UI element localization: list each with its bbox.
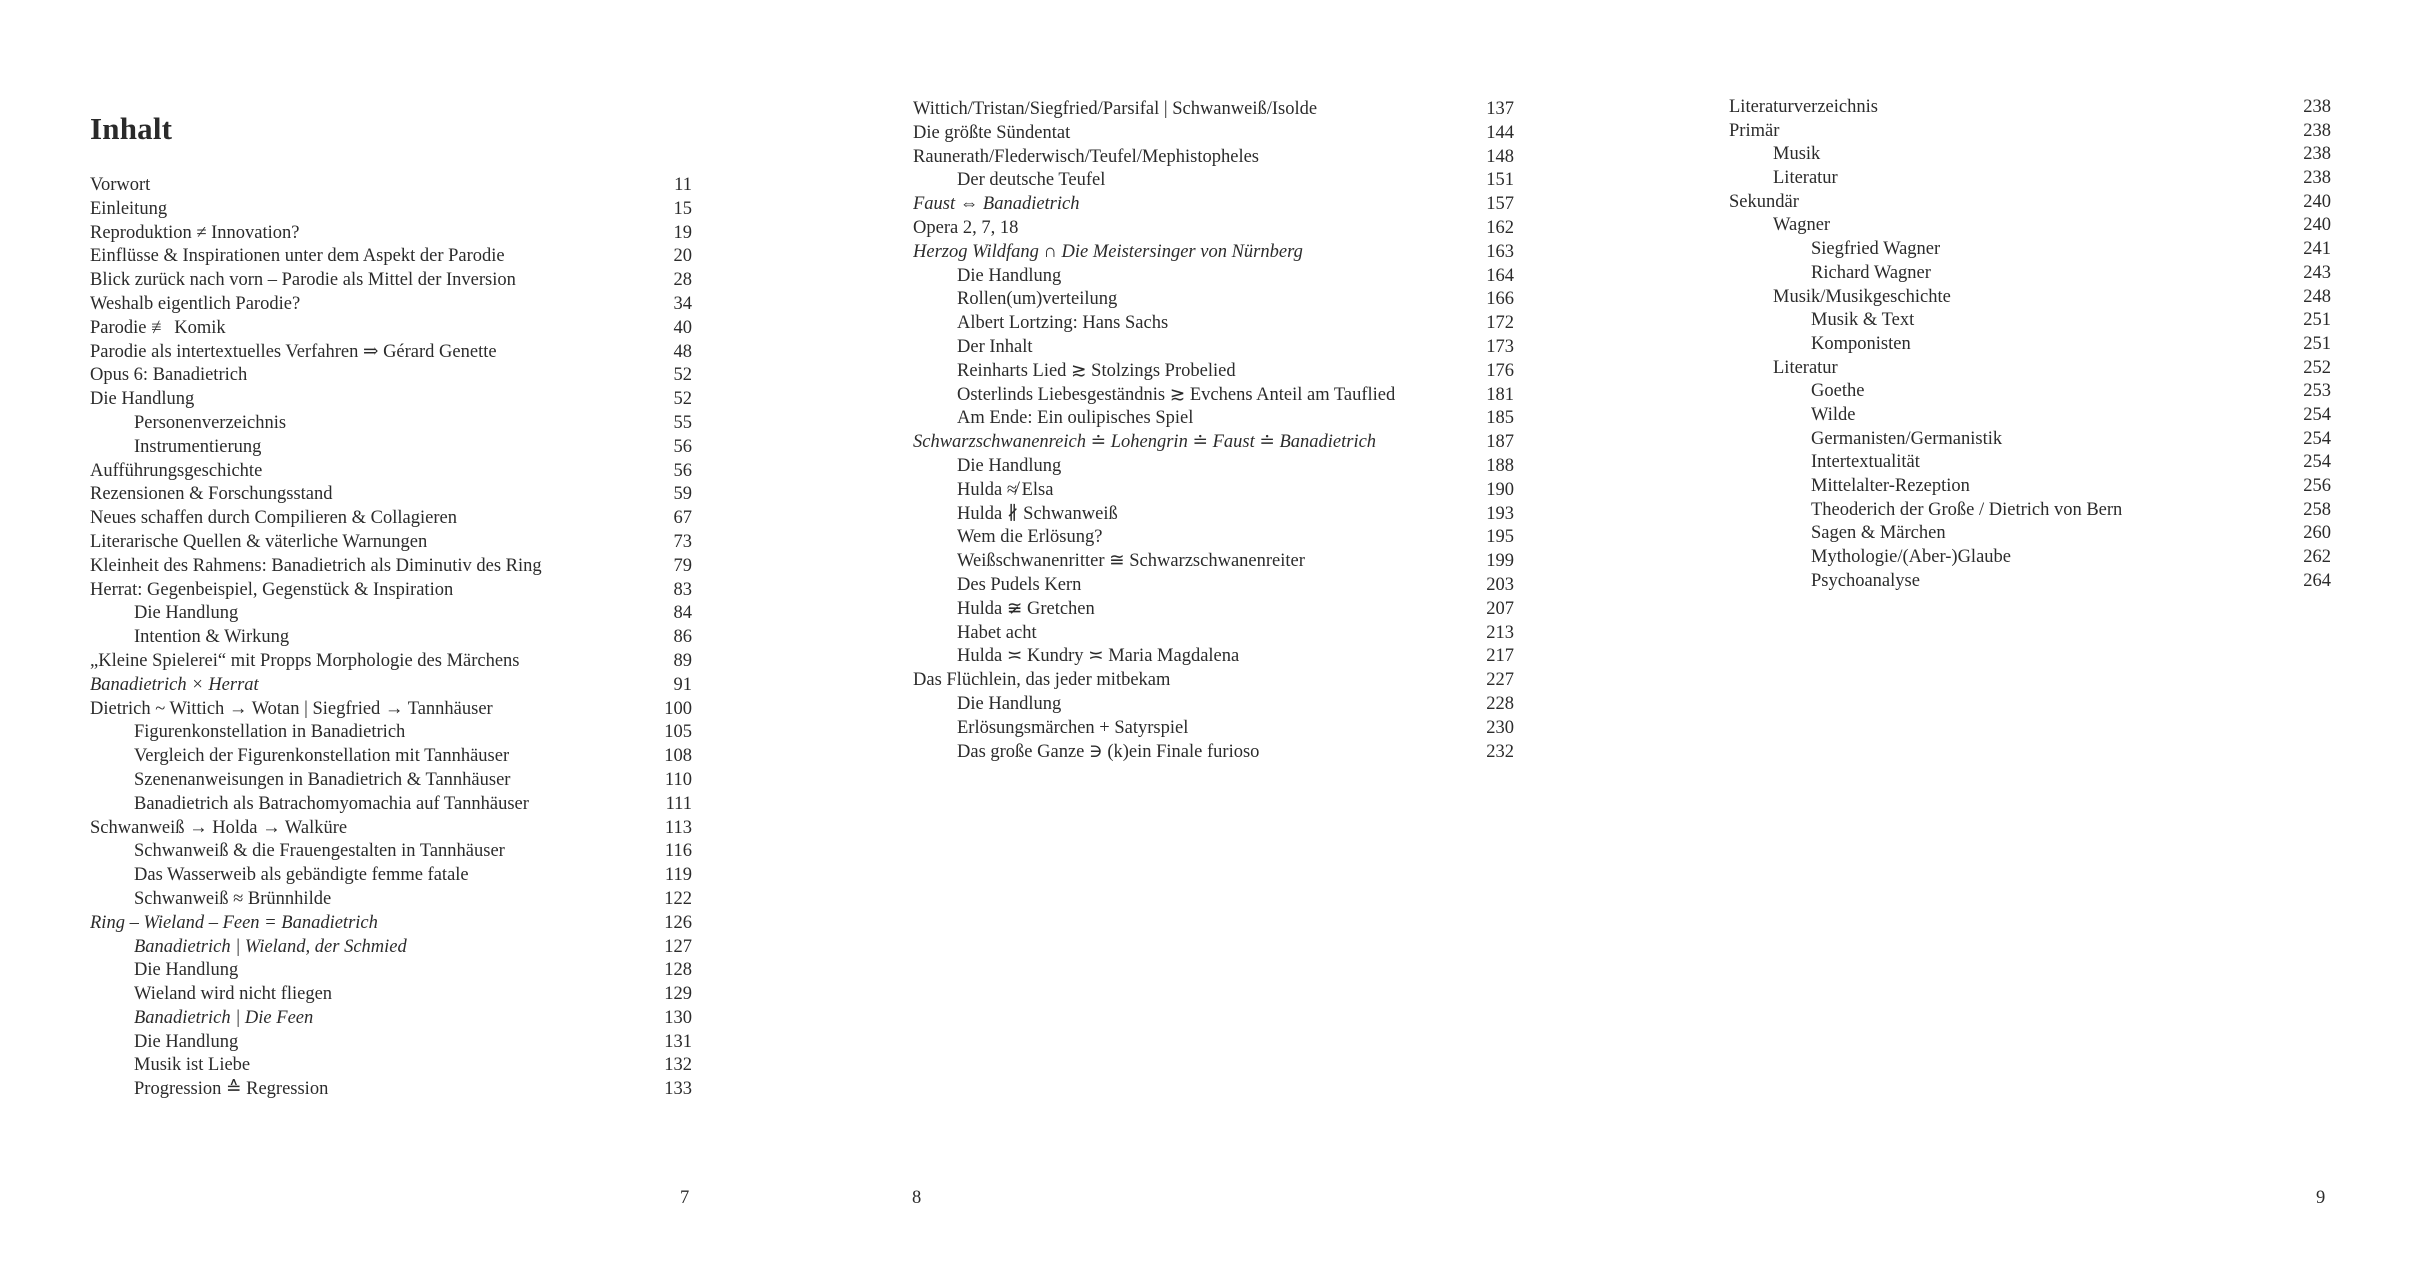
toc-entry-title: Reinharts Lied ≳ Stolzings Probelied <box>957 360 1236 381</box>
toc-entry-title: Personenverzeichnis <box>134 412 287 433</box>
toc-entry-title: Banadietrich als Batrachomyomachia auf Tannhäuser <box>134 793 529 814</box>
toc-entry-title: Albert Lortzing: Hans Sachs <box>957 313 1169 334</box>
toc-entry <box>90 769 692 793</box>
toc-entry-page: 52 <box>673 365 692 386</box>
toc-entry-title: Die Handlung <box>134 1031 239 1052</box>
toc-entry <box>913 169 1514 193</box>
toc-entry-page: 19 <box>673 222 692 243</box>
toc-entry <box>1729 499 2331 523</box>
toc-entry-page: 56 <box>673 436 692 457</box>
toc-entry <box>90 174 692 198</box>
toc-entry <box>913 479 1514 503</box>
toc-entry-page: 105 <box>664 722 692 743</box>
toc-entry-title: Hulda ≉ Elsa <box>957 479 1054 500</box>
toc-entry <box>913 217 1514 241</box>
toc-entry-title: Primär <box>1729 120 1780 141</box>
toc-entry <box>913 693 1514 717</box>
toc-entry <box>913 122 1514 146</box>
toc-entry <box>90 912 692 936</box>
toc-entry <box>90 698 692 722</box>
toc-entry <box>1729 475 2331 499</box>
toc-entry-title: Literarische Quellen & väterliche Warnungen <box>90 531 428 552</box>
toc-entry <box>90 626 692 650</box>
toc-column-3 <box>1729 96 2331 593</box>
toc-entry <box>90 983 692 1007</box>
page-title: Inhalt <box>90 110 173 146</box>
toc-entry-page: 238 <box>2303 120 2331 141</box>
toc-entry-title: Literatur <box>1773 357 1838 378</box>
toc-entry-title: Opera 2, 7, 18 <box>913 217 1019 238</box>
toc-entry-page: 227 <box>1486 670 1514 691</box>
toc-entry <box>90 936 692 960</box>
toc-entry-title: Weshalb eigentlich Parodie? <box>90 293 301 314</box>
toc-entry-page: 190 <box>1486 479 1514 500</box>
toc-entry-page: 91 <box>673 674 692 695</box>
toc-entry-title: Des Pudels Kern <box>957 574 1082 595</box>
toc-entry <box>913 622 1514 646</box>
toc-entry-page: 122 <box>664 888 692 909</box>
toc-entry-page: 166 <box>1486 289 1514 310</box>
toc-entry <box>90 650 692 674</box>
toc-entry-title: Musik <box>1773 144 1821 165</box>
toc-entry-title: Rezensionen & Forschungsstand <box>90 484 333 505</box>
toc-entry-page: 89 <box>673 650 692 671</box>
toc-entry-page: 55 <box>673 412 692 433</box>
toc-entry-page: 213 <box>1486 622 1514 643</box>
toc-entry-page: 129 <box>664 984 692 1005</box>
toc-entry <box>1729 120 2331 144</box>
toc-entry-title: Richard Wagner <box>1811 262 1931 283</box>
toc-entry-title: Herzog Wildfang ∩ Die Meistersinger von Nürnberg <box>913 241 1303 262</box>
toc-entry <box>913 312 1514 336</box>
toc-entry <box>913 360 1514 384</box>
toc-entry <box>90 1054 692 1078</box>
toc-entry-title: Neues schaffen durch Compilieren & Collagieren <box>90 508 457 529</box>
toc-entry <box>90 959 692 983</box>
toc-entry-page: 137 <box>1486 99 1514 119</box>
toc-entry-page: 188 <box>1486 455 1514 476</box>
toc-entry-title: Die größte Sündentat <box>913 122 1071 143</box>
toc-entry-title: Psychoanalyse <box>1811 570 1920 591</box>
toc-entry-title: Intention & Wirkung <box>134 627 290 648</box>
toc-entry <box>913 574 1514 598</box>
toc-entry <box>913 98 1514 122</box>
toc-column-2 <box>913 98 1514 764</box>
toc-entry <box>1729 570 2331 594</box>
toc-entry <box>90 198 692 222</box>
toc-entry-page: 164 <box>1486 265 1514 286</box>
toc-entry-title: Ring – Wieland – Feen = Banadietrich <box>90 912 378 933</box>
toc-entry-title: Die Handlung <box>957 455 1062 476</box>
toc-entry-page: 34 <box>673 293 692 314</box>
toc-entry <box>1729 404 2331 428</box>
toc-entry <box>90 412 692 436</box>
toc-entry-title: Aufführungsgeschichte <box>90 460 263 481</box>
toc-entry-title: Parodie ≢ Komik <box>90 317 226 338</box>
toc-entry <box>90 245 692 269</box>
toc-entry-title: Mythologie/(Aber-)Glaube <box>1811 547 2011 568</box>
page-number-left: 7 <box>680 1188 690 1208</box>
toc-entry <box>90 222 692 246</box>
toc-entry-page: 119 <box>664 865 692 886</box>
toc-entry <box>1729 286 2331 310</box>
toc-entry <box>90 745 692 769</box>
toc-entry-page: 252 <box>2303 357 2331 378</box>
toc-entry-page: 67 <box>673 508 692 529</box>
toc-entry-page: 100 <box>664 698 692 719</box>
toc-entry <box>913 146 1514 170</box>
toc-entry-page: 48 <box>673 341 692 362</box>
toc-entry-page: 157 <box>1486 194 1514 215</box>
toc-entry-title: Die Handlung <box>134 603 239 624</box>
toc-entry <box>90 888 692 912</box>
toc-entry-title: Osterlinds Liebesgeständnis ≳ Evchens Anteil am Tauflied <box>957 384 1396 405</box>
toc-entry-page: 144 <box>1486 122 1514 143</box>
toc-entry-title: Blick zurück nach vorn – Parodie als Mittel der Inversion <box>90 270 516 291</box>
toc-entry <box>913 669 1514 693</box>
toc-entry-page: 111 <box>665 793 692 814</box>
toc-entry <box>90 840 692 864</box>
toc-entry <box>913 598 1514 622</box>
toc-entry <box>90 460 692 484</box>
toc-entry-page: 15 <box>673 198 692 219</box>
toc-entry <box>90 579 692 603</box>
toc-entry-page: 251 <box>2303 310 2331 331</box>
toc-entry-title: Rollen(um)verteilung <box>957 289 1118 310</box>
toc-entry <box>90 507 692 531</box>
toc-entry-title: Banadietrich | Wieland, der Schmied <box>134 936 407 957</box>
toc-entry-title: Wem die Erlösung? <box>957 527 1103 548</box>
toc-entry-page: 116 <box>664 841 692 862</box>
toc-entry-page: 187 <box>1486 432 1514 453</box>
toc-entry <box>913 645 1514 669</box>
toc-entry-title: Das Wasserweib als gebändigte femme fatale <box>134 865 469 886</box>
toc-entry-title: Intertextualität <box>1811 452 1920 473</box>
toc-entry-page: 151 <box>1486 170 1514 191</box>
toc-entry <box>90 388 692 412</box>
toc-entry-page: 113 <box>664 817 692 838</box>
toc-entry <box>1729 238 2331 262</box>
toc-entry-page: 130 <box>664 1007 692 1028</box>
toc-entry-title: Mittelalter-Rezeption <box>1811 476 1970 496</box>
toc-entry-title: Einflüsse & Inspirationen unter dem Aspekt der Parodie <box>90 246 505 267</box>
toc-entry-page: 128 <box>664 960 692 981</box>
toc-entry-page: 126 <box>664 912 692 933</box>
toc-entry-page: 262 <box>2303 547 2331 568</box>
toc-entry <box>1729 451 2331 475</box>
toc-entry-title: Progression ≙ Regression <box>134 1079 329 1100</box>
toc-entry-page: 79 <box>673 555 692 576</box>
toc-entry <box>1729 522 2331 546</box>
toc-entry-title: Goethe <box>1811 381 1865 402</box>
toc-entry-title: Sekundär <box>1729 191 1799 212</box>
toc-entry-page: 241 <box>2303 239 2331 260</box>
toc-entry <box>90 269 692 293</box>
toc-entry-page: 84 <box>673 603 692 624</box>
toc-entry-title: Der deutsche Teufel <box>957 170 1106 191</box>
toc-entry <box>1729 143 2331 167</box>
toc-entry-title: Wilde <box>1811 404 1856 425</box>
toc-entry <box>913 407 1514 431</box>
toc-entry-page: 232 <box>1486 741 1514 762</box>
toc-entry-title: Musik/Musikgeschichte <box>1773 286 1951 307</box>
toc-entry <box>90 674 692 698</box>
toc-entry-title: Parodie als intertextuelles Verfahren ⇒ Gérard Genette <box>90 341 497 362</box>
toc-entry-page: 240 <box>2303 215 2331 236</box>
toc-entry-title: Schwanweiß → Holda → Walküre <box>90 817 348 838</box>
toc-entry-title: Vergleich der Figurenkonstellation mit Tannhäuser <box>134 746 510 767</box>
toc-entry <box>913 717 1514 741</box>
toc-entry <box>1729 357 2331 381</box>
toc-entry-title: Hulda ≍ Kundry ≍ Maria Magdalena <box>957 646 1240 667</box>
toc-entry-title: Banadietrich | Die Feen <box>134 1007 314 1028</box>
toc-entry-page: 110 <box>664 769 692 790</box>
toc-entry-page: 86 <box>673 627 692 648</box>
toc-entry-title: Das Flüchlein, das jeder mitbekam <box>913 670 1171 691</box>
toc-entry-title: Siegfried Wagner <box>1811 239 1941 260</box>
toc-entry-page: 52 <box>673 389 692 410</box>
toc-entry <box>90 364 692 388</box>
toc-entry <box>1729 380 2331 404</box>
toc-entry-page: 238 <box>2303 168 2331 189</box>
toc-entry-page: 254 <box>2303 428 2331 449</box>
toc-entry-title: Dietrich ~ Wittich → Wotan | Siegfried → Tannhäuser <box>90 698 493 719</box>
toc-entry-page: 131 <box>664 1031 692 1052</box>
toc-entry <box>913 384 1514 408</box>
toc-entry-page: 28 <box>673 270 692 291</box>
toc-entry-page: 251 <box>2303 333 2331 354</box>
toc-entry <box>90 793 692 817</box>
toc-entry-title: Hulda ≆ Gretchen <box>957 598 1095 619</box>
toc-entry-title: Figurenkonstellation in Banadietrich <box>134 722 406 743</box>
toc-entry-page: 260 <box>2303 523 2331 544</box>
toc-entry-title: Komponisten <box>1811 333 1911 354</box>
toc-entry-page: 193 <box>1486 503 1514 524</box>
toc-entry <box>1729 214 2331 238</box>
toc-entry-page: 199 <box>1486 551 1514 572</box>
toc-entry <box>913 336 1514 360</box>
toc-entry <box>90 1031 692 1055</box>
toc-entry-title: Kleinheit des Rahmens: Banadietrich als Diminutiv des Ring <box>90 555 542 576</box>
toc-entry <box>90 864 692 888</box>
toc-entry-title: Reproduktion ≠ Innovation? <box>90 222 300 243</box>
toc-entry <box>1729 546 2331 570</box>
toc-entry-page: 256 <box>2303 476 2331 496</box>
toc-entry-title: Die Handlung <box>957 693 1062 714</box>
toc-entry <box>1729 167 2331 191</box>
toc-entry <box>90 1078 692 1102</box>
toc-entry-title: Schwarzschwanenreich ≐ Lohengrin ≐ Faust ≐ Banadietrich <box>913 432 1377 453</box>
toc-entry-title: Weißschwanenritter ≅ Schwarzschwanenreiter <box>957 551 1305 572</box>
toc-entry-title: Banadietrich × Herrat <box>90 674 259 695</box>
toc-entry-page: 162 <box>1486 217 1514 238</box>
toc-entry <box>90 1007 692 1031</box>
toc-entry <box>913 503 1514 527</box>
toc-entry-page: 258 <box>2303 499 2331 520</box>
toc-entry-title: „Kleine Spielerei“ mit Propps Morphologie des Märchens <box>90 650 520 671</box>
toc-entry-page: 243 <box>2303 262 2331 283</box>
toc-entry <box>913 455 1514 479</box>
toc-entry-title: Habet acht <box>957 622 1037 643</box>
toc-entry <box>913 431 1514 455</box>
toc-entry <box>1729 333 2331 357</box>
toc-entry-page: 127 <box>664 936 692 957</box>
toc-entry-page: 73 <box>673 531 692 552</box>
toc-entry-page: 230 <box>1486 717 1514 738</box>
toc-entry-page: 185 <box>1486 408 1514 429</box>
toc-entry <box>90 293 692 317</box>
toc-entry-title: Vorwort <box>90 175 151 195</box>
toc-entry-page: 83 <box>673 579 692 600</box>
toc-entry-page: 248 <box>2303 286 2331 307</box>
toc-entry-page: 163 <box>1486 241 1514 262</box>
toc-entry-title: Schwanweiß & die Frauengestalten in Tannhäuser <box>134 841 505 862</box>
toc-entry <box>913 526 1514 550</box>
toc-entry-page: 176 <box>1486 360 1514 381</box>
toc-entry-title: Die Handlung <box>134 960 239 981</box>
toc-entry-page: 238 <box>2303 97 2331 117</box>
toc-entry <box>90 341 692 365</box>
toc-entry-page: 253 <box>2303 381 2331 402</box>
toc-entry <box>913 550 1514 574</box>
toc-entry <box>90 817 692 841</box>
toc-entry <box>90 531 692 555</box>
toc-entry-title: Germanisten/Germanistik <box>1811 428 2003 449</box>
toc-entry-page: 254 <box>2303 452 2331 473</box>
toc-entry-title: Hulda ∦ Schwanweiß <box>957 503 1118 524</box>
toc-entry-title: Wittich/Tristan/Siegfried/Parsifal | Schwanweiß/Isolde <box>913 99 1318 119</box>
toc-entry-title: Wieland wird nicht fliegen <box>134 984 333 1005</box>
toc-entry-title: Raunerath/Flederwisch/Teufel/Mephistopheles <box>913 146 1259 167</box>
toc-entry <box>913 741 1514 765</box>
toc-entry-page: 264 <box>2303 570 2331 591</box>
toc-entry-title: Schwanweiß ≈ Brünnhilde <box>134 888 332 909</box>
page-number-right: 9 <box>2316 1188 2326 1208</box>
toc-entry <box>90 436 692 460</box>
toc-entry-page: 40 <box>673 317 692 338</box>
toc-entry-title: Musik & Text <box>1811 310 1915 331</box>
toc-entry-title: Instrumentierung <box>134 436 262 457</box>
toc-entry-page: 203 <box>1486 574 1514 595</box>
toc-entry-page: 172 <box>1486 313 1514 334</box>
toc-entry-title: Opus 6: Banadietrich <box>90 365 248 386</box>
toc-entry-page: 132 <box>664 1055 692 1076</box>
toc-entry-title: Literaturverzeichnis <box>1729 97 1878 117</box>
toc-entry <box>1729 191 2331 215</box>
toc-entry-page: 240 <box>2303 191 2331 212</box>
toc-entry-page: 20 <box>673 246 692 267</box>
toc-entry-title: Theoderich der Große / Dietrich von Bern <box>1811 499 2123 520</box>
toc-entry-page: 228 <box>1486 693 1514 714</box>
toc-column-1 <box>90 174 692 1102</box>
toc-entry <box>90 555 692 579</box>
toc-entry-page: 59 <box>673 484 692 505</box>
toc-entry-page: 56 <box>673 460 692 481</box>
toc-entry <box>1729 96 2331 120</box>
toc-entry-title: Erlösungsmärchen + Satyrspiel <box>957 717 1189 738</box>
toc-entry <box>913 288 1514 312</box>
toc-entry-page: 181 <box>1486 384 1514 405</box>
toc-entry-page: 148 <box>1486 146 1514 167</box>
toc-entry-title: Einleitung <box>90 198 168 219</box>
page-number-middle: 8 <box>912 1188 922 1208</box>
toc-entry-page: 254 <box>2303 404 2331 425</box>
toc-entry <box>1729 262 2331 286</box>
toc-entry <box>1729 428 2331 452</box>
toc-entry-title: Literatur <box>1773 168 1838 189</box>
toc-entry-title: Das große Ganze ∋ (k)ein Finale furioso <box>957 741 1260 762</box>
toc-entry <box>1729 309 2331 333</box>
toc-entry <box>90 721 692 745</box>
toc-entry <box>913 265 1514 289</box>
toc-entry-title: Wagner <box>1773 215 1831 236</box>
toc-entry-title: Szenenanweisungen in Banadietrich & Tannhäuser <box>134 769 511 790</box>
toc-entry-title: Am Ende: Ein oulipisches Spiel <box>957 408 1194 429</box>
toc-entry-page: 217 <box>1486 646 1514 667</box>
toc-entry-title: Herrat: Gegenbeispiel, Gegenstück & Inspiration <box>90 579 454 600</box>
toc-entry-page: 173 <box>1486 336 1514 357</box>
toc-entry <box>913 241 1514 265</box>
toc-entry-title: Die Handlung <box>957 265 1062 286</box>
toc-entry-page: 108 <box>664 746 692 767</box>
toc-entry <box>913 193 1514 217</box>
toc-entry-title: Der Inhalt <box>957 336 1033 357</box>
toc-entry-page: 207 <box>1486 598 1514 619</box>
toc-entry-title: Musik ist Liebe <box>134 1055 251 1076</box>
toc-entry-page: 133 <box>664 1079 692 1100</box>
toc-entry-page: 11 <box>674 175 692 195</box>
toc-entry-page: 238 <box>2303 144 2331 165</box>
toc-entry <box>90 602 692 626</box>
toc-entry <box>90 483 692 507</box>
toc-entry-title: Die Handlung <box>90 389 195 410</box>
toc-entry-title: Sagen & Märchen <box>1811 523 1946 544</box>
toc-entry-page: 195 <box>1486 527 1514 548</box>
toc-entry-title: Faust ⇔ Banadietrich <box>913 194 1080 215</box>
toc-entry <box>90 317 692 341</box>
